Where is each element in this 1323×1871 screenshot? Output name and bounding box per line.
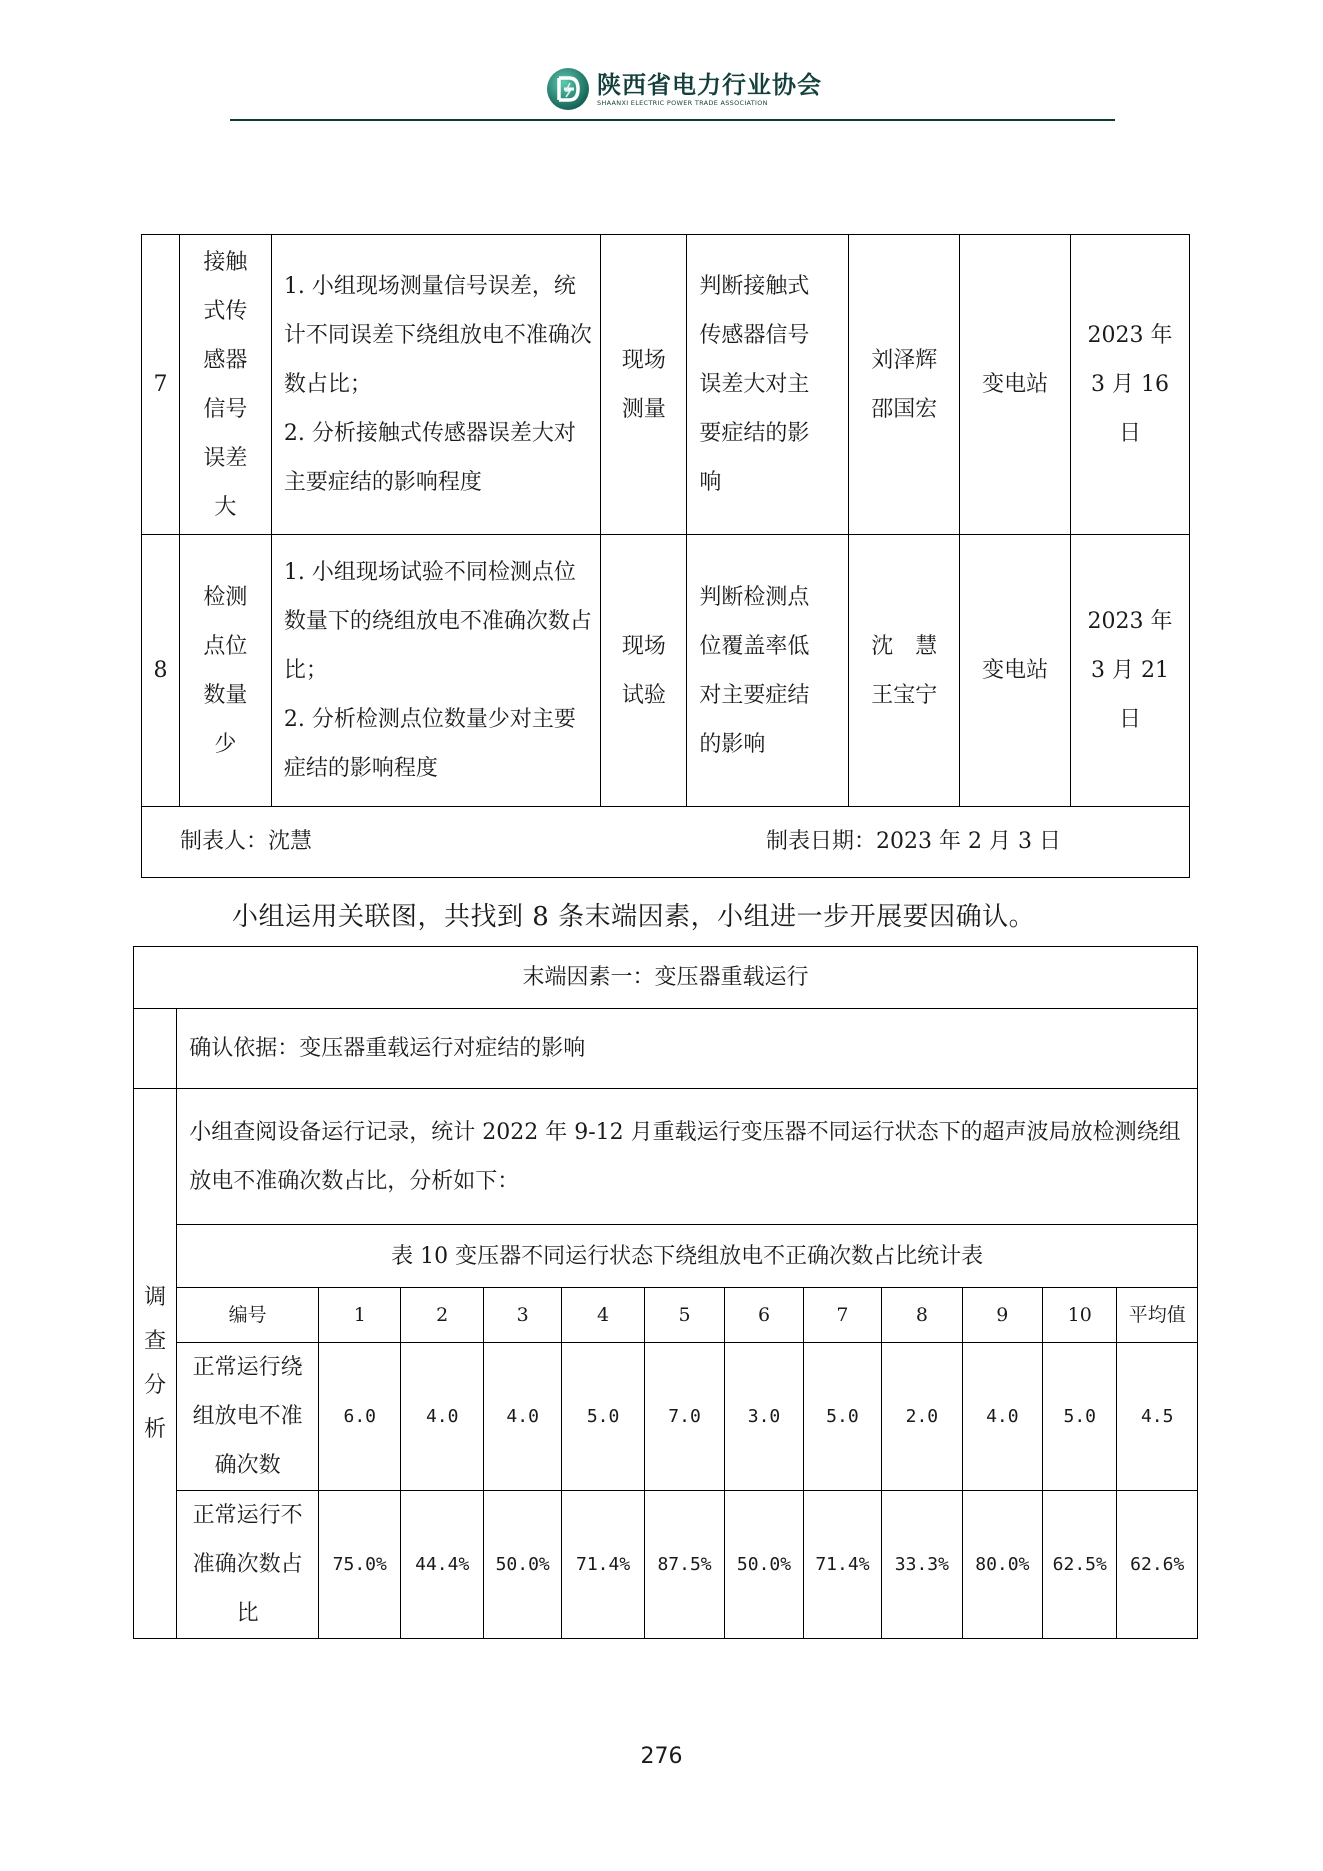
date-cell	[1071, 235, 1190, 535]
factor-text: 检测点位数量少	[203, 584, 248, 757]
data-cell: 75.0%	[319, 1491, 401, 1639]
side-label	[134, 1089, 177, 1639]
analysis-paragraph: 小组查阅设备运行记录，统计 2022 年 9-12 月重载运行变压器不同运行状态下的超声波局放检测绕组放电不准确次数占比，分析如下：	[189, 1119, 1181, 1194]
row-header	[177, 1343, 319, 1491]
column-header: 6	[725, 1288, 803, 1343]
person-name: 王宝宁	[871, 682, 938, 708]
standard-cell	[687, 535, 849, 807]
data-cell: 4.0	[483, 1343, 561, 1491]
row-header-text: 正常运行绕组放电不准确次数	[192, 1355, 303, 1478]
data-cell: 50.0%	[483, 1491, 561, 1639]
person-name: 刘泽辉	[871, 347, 938, 373]
place-cell: 变电站	[960, 235, 1071, 535]
data-cell: 3.0	[725, 1343, 803, 1491]
confirmation-basis: 确认依据：变压器重载运行对症结的影响	[177, 1009, 1198, 1089]
factor-text: 接触式传感器信号误差大	[203, 249, 248, 520]
date-text: 2023 年 3 月 16 日	[1087, 323, 1173, 446]
inner-header-row	[134, 1288, 1198, 1343]
data-cell: 33.3%	[882, 1491, 962, 1639]
column-header: 编号	[177, 1288, 319, 1343]
table-row	[134, 1225, 1198, 1288]
standard-text: 判断接触式传感器信号误差大对主要症结的影响	[699, 274, 810, 495]
content-cell	[271, 235, 601, 535]
method-cell	[601, 235, 687, 535]
data-cell: 44.4%	[401, 1491, 483, 1639]
standard-cell	[687, 235, 849, 535]
data-cell: 62.5%	[1043, 1491, 1117, 1639]
date-text: 2023 年 3 月 21 日	[1087, 609, 1173, 732]
org-name-cn: 陕西省电力行业协会	[597, 70, 822, 99]
column-header: 5	[644, 1288, 724, 1343]
column-header: 3	[483, 1288, 561, 1343]
data-cell: 6.0	[319, 1343, 401, 1491]
data-cell: 4.5	[1117, 1343, 1198, 1491]
content-item: 1. 小组现场测量信号误差，统计不同误差下绕组放电不准确次数占比；	[283, 274, 592, 397]
method-cell	[601, 535, 687, 807]
person-name: 邵国宏	[871, 396, 938, 422]
column-header: 1	[319, 1288, 401, 1343]
date-cell	[1071, 535, 1190, 807]
data-cell: 62.6%	[1117, 1491, 1198, 1639]
data-cell: 5.0	[1043, 1343, 1117, 1491]
page-header	[0, 0, 1323, 125]
method-text: 现场试验	[621, 633, 666, 708]
content-item: 2. 分析接触式传感器误差大对主要症结的影响程度	[283, 421, 576, 495]
person-name: 沈 慧	[871, 633, 938, 659]
table-row	[134, 1009, 1198, 1089]
factor-one-table	[133, 946, 1198, 1639]
side-label-text: 调查分析	[144, 1284, 167, 1442]
factor-title: 末端因素一：变压器重载运行	[134, 947, 1198, 1009]
method-text: 现场测量	[621, 347, 666, 422]
table-row	[134, 1089, 1198, 1225]
table-maker: 制表人：沈慧	[180, 829, 313, 854]
content-item: 2. 分析检测点位数量少对主要症结的影响程度	[283, 707, 576, 781]
org-logo	[545, 66, 822, 112]
factor-cell	[179, 535, 271, 807]
person-cell	[849, 535, 960, 807]
data-cell: 71.4%	[803, 1491, 881, 1639]
data-cell: 80.0%	[962, 1491, 1042, 1639]
row-header	[177, 1491, 319, 1639]
column-header: 平均值	[1117, 1288, 1198, 1343]
content-cell	[271, 535, 601, 807]
header-rule	[230, 119, 1115, 121]
data-cell: 4.0	[962, 1343, 1042, 1491]
column-header: 9	[962, 1288, 1042, 1343]
data-cell: 7.0	[644, 1343, 724, 1491]
column-header: 4	[562, 1288, 644, 1343]
column-header: 8	[882, 1288, 962, 1343]
table-date: 制表日期：2023 年 2 月 3 日	[766, 829, 1061, 854]
inner-table-caption: 表 10 变压器不同运行状态下绕组放电不正确次数占比统计表	[177, 1225, 1198, 1288]
table-row	[134, 1343, 1198, 1491]
table-row	[142, 535, 1190, 807]
column-header: 2	[401, 1288, 483, 1343]
data-cell: 5.0	[803, 1343, 881, 1491]
data-cell: 50.0%	[725, 1491, 803, 1639]
analysis-text	[177, 1089, 1198, 1225]
place-cell: 变电站	[960, 535, 1071, 807]
factor-confirmation-plan-table	[141, 234, 1190, 878]
factor-cell	[179, 235, 271, 535]
org-name-en: SHAANXI ELECTRIC POWER TRADE ASSOCIATION	[597, 98, 768, 107]
column-header: 7	[803, 1288, 881, 1343]
data-cell: 71.4%	[562, 1491, 644, 1639]
data-cell: 4.0	[401, 1343, 483, 1491]
body-paragraph: 小组运用关联图，共找到 8 条末端因素，小组进一步开展要因确认。	[232, 902, 1036, 932]
row-header-text: 正常运行不准确次数占比	[192, 1503, 303, 1626]
row-number: 7	[142, 235, 180, 535]
data-cell: 2.0	[882, 1343, 962, 1491]
content-item: 1. 小组现场试验不同检测点位数量下的绕组放电不准确次数占比；	[283, 560, 592, 683]
table-footer	[142, 807, 1190, 878]
page-number: 276	[640, 1744, 683, 1769]
table-row	[134, 947, 1198, 1009]
person-cell	[849, 235, 960, 535]
table-footer-row	[142, 807, 1190, 878]
data-cell: 5.0	[562, 1343, 644, 1491]
sep-logo-icon	[545, 66, 591, 112]
row-number: 8	[142, 535, 180, 807]
data-cell: 87.5%	[644, 1491, 724, 1639]
blank-cell	[134, 1009, 177, 1089]
table-row	[134, 1491, 1198, 1639]
column-header: 10	[1043, 1288, 1117, 1343]
table-row	[142, 235, 1190, 535]
standard-text: 判断检测点位覆盖率低对主要症结的影响	[699, 584, 810, 757]
